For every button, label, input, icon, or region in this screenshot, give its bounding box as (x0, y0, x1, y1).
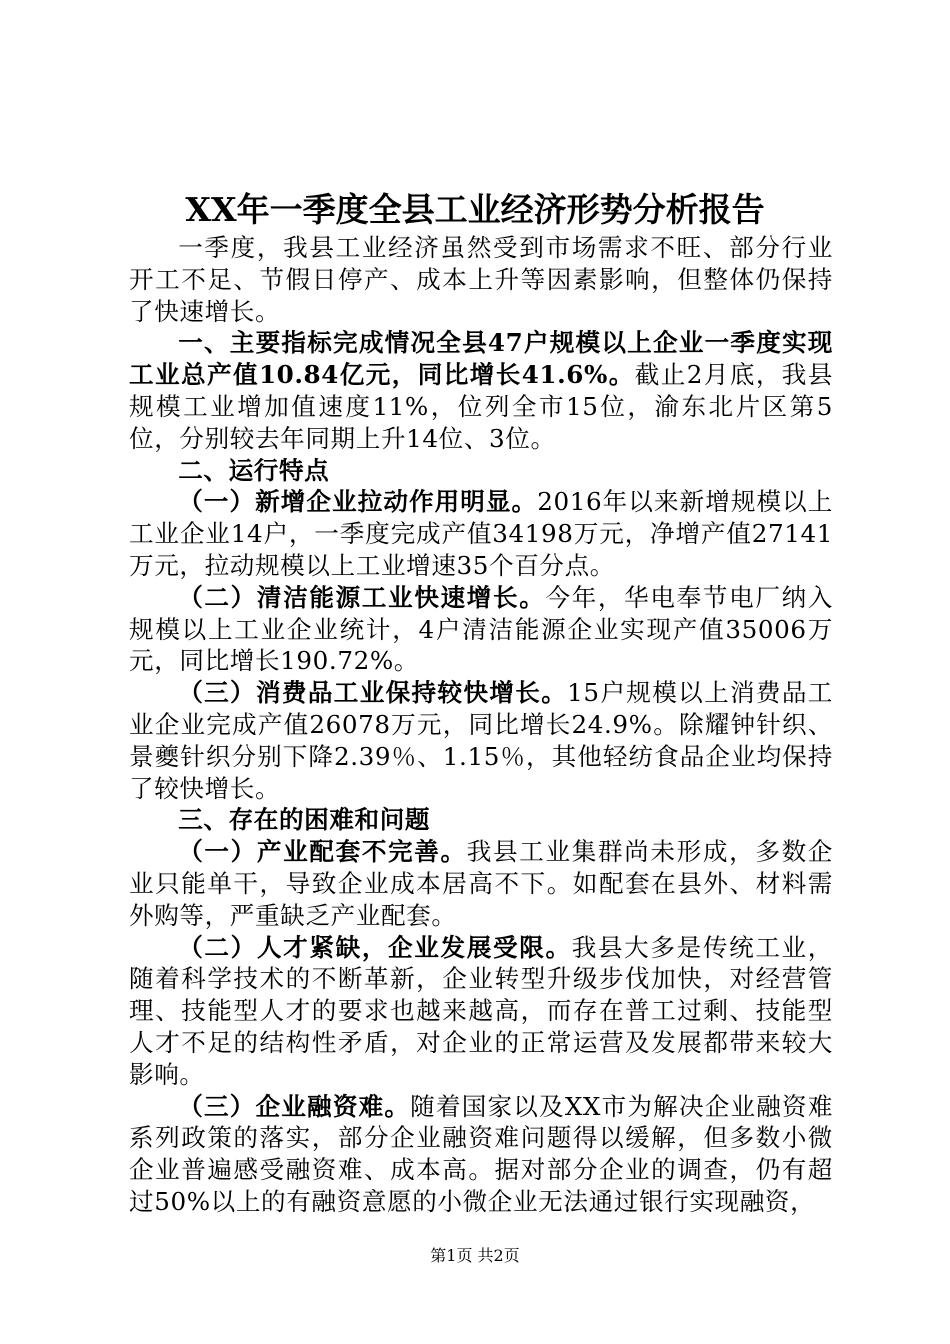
paragraph-text: 今年，华电奉节电厂纳入规模以上工业企业统计，4户清洁能源企业实现产值35006万元，同比增长190.72%。 (129, 582, 833, 676)
paragraph-talent-shortage (129, 932, 833, 1091)
paragraph-text: 随着国家以及XX市为解决企业融资难系列政策的落实，部分企业融资难问题得以缓解，但多数小微企业普遍感受融资难、成本高。据对部分企业的调查，仍有超过50%以上的有融资意愿的小微企业无法通过银行实现融资， (129, 1091, 834, 1216)
paragraph-main-indicators (129, 327, 833, 454)
paragraph-lead: 二、运行特点 (178, 455, 330, 485)
paragraph-financing (129, 1091, 833, 1218)
paragraph-lead: （二）人才紧缺，企业发展受限。 (178, 932, 572, 962)
paragraph-text: 我县工业集群尚未形成，多数企业只能单干，导致企业成本居高不下。如配套在县外、材料需外购等，严重缺乏产业配套。 (129, 837, 833, 930)
paragraph-new-enterprises (129, 486, 833, 581)
paragraph-text: 一季度，我县工业经济虽然受到市场需求不旺、部分行业开工不足、节假日停产、成本上升等因素影响，但整体仍保持了快速增长。 (129, 233, 833, 326)
document-title: XX年一季度全县工业经济形势分析报告 (185, 190, 765, 229)
paragraph-lead: （三）企业融资难。 (178, 1091, 411, 1121)
paragraph-industrial-supporting (129, 836, 833, 931)
paragraph-text: 2016年以来新增规模以上工业企业14户，一季度完成产值34198万元，净增产值27141万元，拉动规模以上工业增速35个百分点。 (129, 487, 834, 580)
paragraph-consumer-goods (129, 677, 833, 804)
paragraph-intro (129, 232, 833, 327)
paragraph-lead: （一）产业配套不完善。 (178, 837, 467, 867)
paragraph-lead: 一、主要指标完成情况全县47户规模以上企业一季度实现工业总产值10.84亿元，同比增长41.6%。 (129, 328, 833, 390)
document-body (129, 232, 833, 1218)
paragraph-clean-energy (129, 582, 833, 677)
paragraph-lead: 三、存在的困难和问题 (178, 805, 431, 835)
section-heading-operating-features (129, 455, 833, 487)
page-footer: 第1页 共2页 (430, 1246, 520, 1265)
paragraph-lead: （一）新增企业拉动作用明显。 (178, 487, 538, 517)
paragraph-lead: （二）清洁能源工业快速增长。 (178, 582, 546, 612)
paragraph-text: 15户规模以上消费品工业企业完成产值26078万元，同比增长24.9%。除耀钟针织、景夔针织分别下降2.39％、1.15％，其他轻纺食品企业均保持了较快增长。 (129, 678, 833, 803)
paragraph-text: 截止2月底，我县规模工业增加值速度11%，位列全市15位，渝东北片区第5位，分别较去年同期上升14位、3位。 (129, 360, 833, 453)
paragraph-text: 我县大多是传统工业，随着科学技术的不断革新，企业转型升级步伐加快，对经营管理、技能型人才的要求也越来越高，而存在普工过剩、技能型人才不足的结构性矛盾，对企业的正常运营及发展都带来较大影响。 (129, 932, 833, 1089)
paragraph-lead: （三）消费品工业保持较快增长。 (178, 678, 568, 708)
section-heading-difficulties (129, 804, 833, 836)
